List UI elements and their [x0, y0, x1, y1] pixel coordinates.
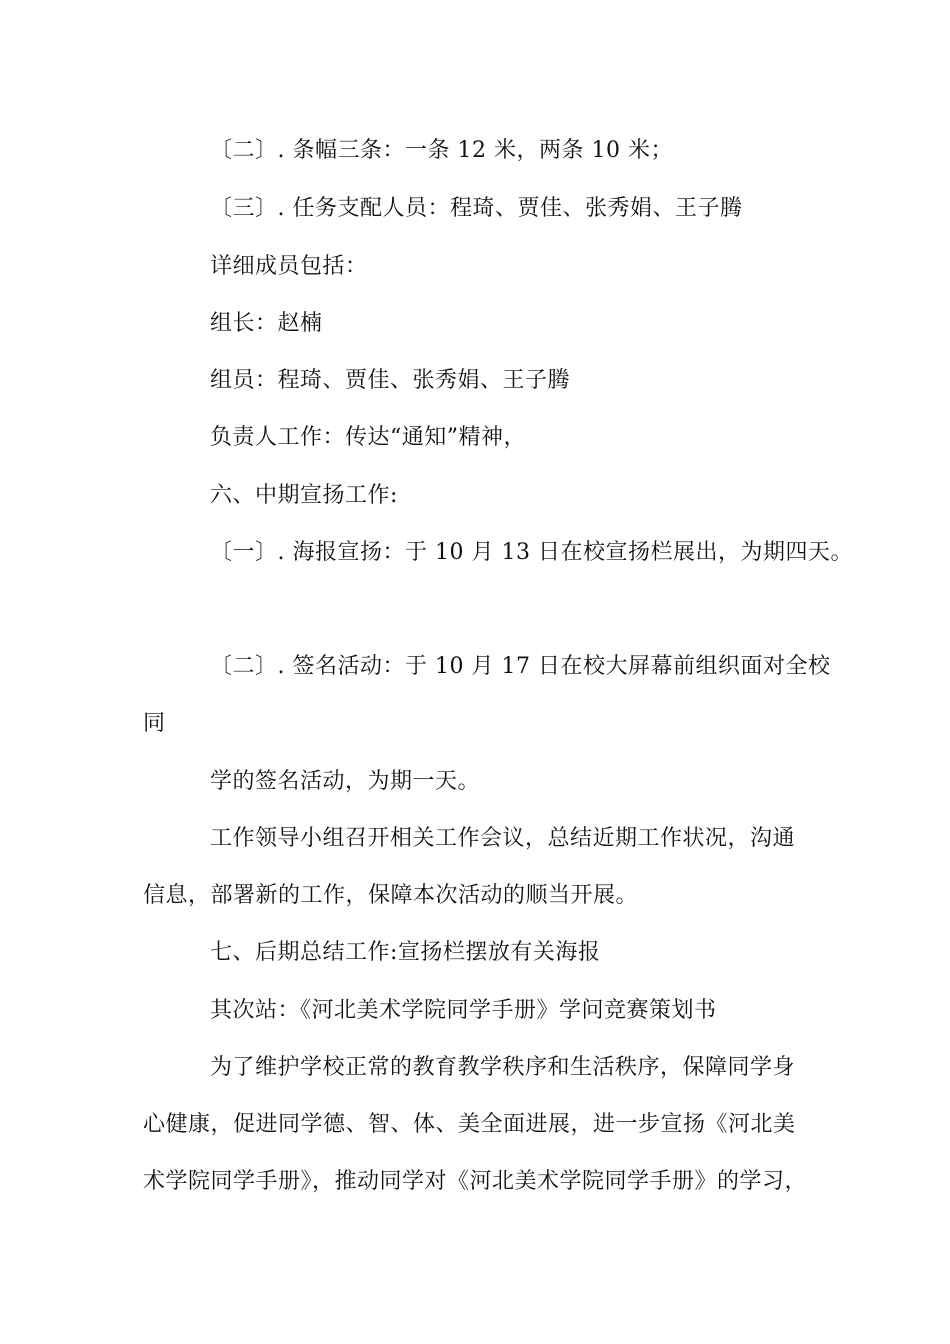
paragraph-line: 信息，部署新的工作，保障本次活动的顺当开展。: [143, 883, 639, 908]
paragraph-line: 同: [143, 711, 166, 736]
paragraph-line: 为了维护学校正常的教育教学秩序和生活秩序，保障同学身: [210, 1055, 796, 1080]
paragraph-line: 学的签名活动，为期一天。: [210, 769, 481, 794]
section-heading: 七、后期总结工作:宣扬栏摆放有关海报: [210, 940, 601, 965]
section-heading: 六、中期宣扬工作:: [210, 483, 398, 508]
paragraph-line: 〔三〕. 任务支配人员：程琦、贾佳、张秀娟、王子腾: [210, 196, 743, 221]
paragraph-line: 组员：程琦、贾佳、张秀娟、王子腾: [210, 368, 571, 393]
paragraph-line: 组长：赵楠: [210, 311, 323, 336]
paragraph-line: 负责人工作：传达“通知”精神，: [210, 425, 526, 450]
paragraph-line: 详细成员包括：: [210, 254, 368, 279]
paragraph-line: 〔二〕. 签名活动：于 10 月 17 日在校大屏幕前组织面对全校: [210, 654, 831, 679]
paragraph-line: 心健康，促进同学德、智、体、美全面进展，进一步宣扬《河北美: [143, 1112, 796, 1137]
paragraph-line: 工作领导小组召开相关工作会议，总结近期工作状况，沟通: [210, 826, 796, 851]
section-heading: 其次站：《河北美术学院同学手册》学问竞赛策划书: [210, 998, 717, 1023]
paragraph-line: 术学院同学手册》，推动同学对《河北美术学院同学手册》的学习，: [143, 1169, 808, 1194]
paragraph-line: 〔一〕. 海报宣扬：于 10 月 13 日在校宣扬栏展出，为期四天。: [210, 540, 853, 565]
paragraph-line: 〔二〕. 条幅三条：一条 12 米，两条 10 米；: [210, 138, 673, 163]
